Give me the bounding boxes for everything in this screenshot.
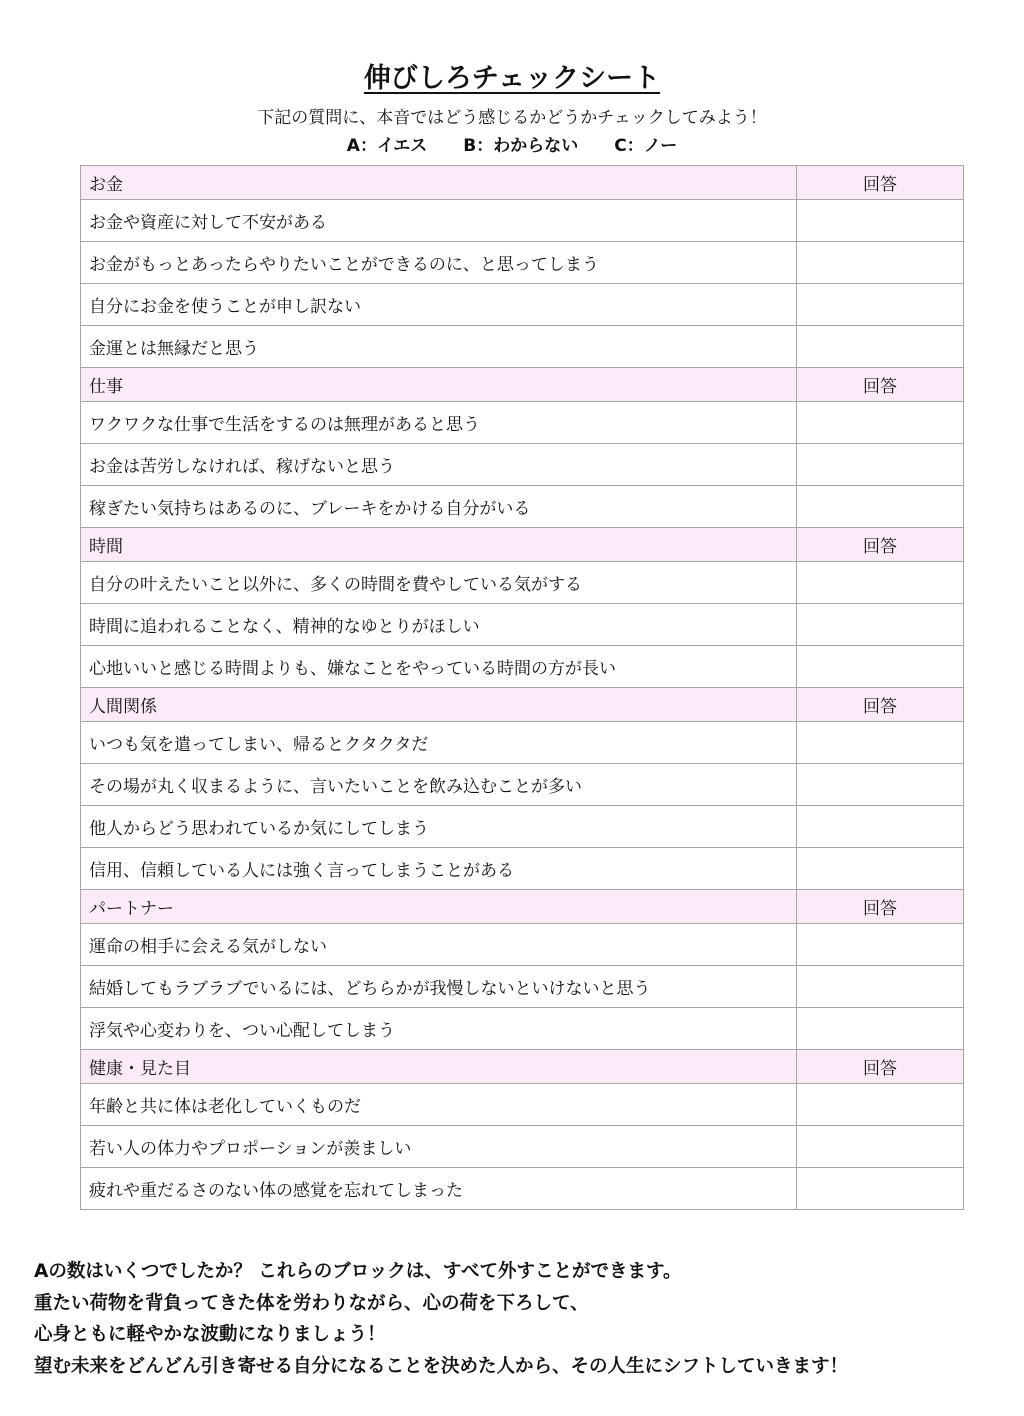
answer-column-header: 回答 [797,688,964,722]
question-text: 若い人の体力やプロポーションが羨ましい [81,1126,797,1168]
closing-message [34,1256,994,1382]
question-text: 浮気や心変わりを、つい心配してしまう [81,1008,797,1050]
question-text: 時間に追われることなく、精神的なゆとりがほしい [81,604,797,646]
question-text: 稼ぎたい気持ちはあるのに、ブレーキをかける自分がいる [81,486,797,528]
question-row [81,444,964,486]
question-text: 他人からどう思われているか気にしてしまう [81,806,797,848]
question-row [81,1008,964,1050]
question-text: お金や資産に対して不安がある [81,200,797,242]
question-row [81,646,964,688]
answer-cell[interactable] [797,924,964,966]
question-text: 自分の叶えたいこと以外に、多くの時間を費やしている気がする [81,562,797,604]
answer-cell[interactable] [797,848,964,890]
answer-cell[interactable] [797,242,964,284]
question-row [81,200,964,242]
answer-cell[interactable] [797,200,964,242]
section-header-row [81,166,964,200]
answer-cell[interactable] [797,764,964,806]
answer-column-header: 回答 [797,528,964,562]
answer-cell[interactable] [797,444,964,486]
answer-cell[interactable] [797,1084,964,1126]
answer-cell[interactable] [797,966,964,1008]
question-text: ワクワクな仕事で生活をするのは無理があると思う [81,402,797,444]
answer-cell[interactable] [797,806,964,848]
legend-b: B：わからない [463,136,579,156]
answer-cell[interactable] [797,1008,964,1050]
section-header-row [81,688,964,722]
question-text: お金がもっとあったらやりたいことができるのに、と思ってしまう [81,242,797,284]
closing-line: 重たい荷物を背負ってきた体を労わりながら、心の荷を下ろして、 [34,1292,589,1314]
question-row [81,1168,964,1210]
section-title: 人間関係 [81,688,797,722]
section-title: 時間 [81,528,797,562]
question-row [81,402,964,444]
question-row [81,326,964,368]
closing-line: Aの数はいくつでしたか？ これらのブロックは、すべて外すことができます。 [34,1261,682,1282]
question-row [81,242,964,284]
question-text: 運命の相手に会える気がしない [81,924,797,966]
answer-cell[interactable] [797,646,964,688]
section-title: 健康・見た目 [81,1050,797,1084]
question-text: その場が丸く収まるように、言いたいことを飲み込むことが多い [81,764,797,806]
question-text: 金運とは無縁だと思う [81,326,797,368]
section-title: お金 [81,166,797,200]
section-header-row [81,1050,964,1084]
answer-cell[interactable] [797,1168,964,1210]
question-text: 信用、信頼している人には強く言ってしまうことがある [81,848,797,890]
question-row [81,1126,964,1168]
question-row [81,722,964,764]
question-row [81,284,964,326]
answer-cell[interactable] [797,562,964,604]
question-row [81,562,964,604]
answer-legend [0,131,1024,156]
answer-column-header: 回答 [797,1050,964,1084]
section-header-row [81,528,964,562]
question-row [81,764,964,806]
page-title: 伸びしろチェックシート [363,63,661,94]
question-text: いつも気を遣ってしまい、帰るとクタクタだ [81,722,797,764]
answer-column-header: 回答 [797,890,964,924]
instructions: 下記の質問に、本音ではどう感じるかどうかチェックしてみよう！ [257,108,767,128]
legend-c: C：ノー [614,136,678,156]
closing-line: 望む未来をどんどん引き寄せる自分になることを決めた人から、その人生にシフトしていきます！ [34,1355,849,1377]
section-title: パートナー [81,890,797,924]
legend-a: A：イエス [346,136,428,156]
answer-column-header: 回答 [797,368,964,402]
answer-cell[interactable] [797,722,964,764]
question-text: お金は苦労しなければ、稼げないと思う [81,444,797,486]
question-text: 結婚してもラブラブでいるには、どちらかが我慢しないといけないと思う [81,966,797,1008]
section-header-row [81,368,964,402]
question-row [81,966,964,1008]
question-text: 年齢と共に体は老化していくものだ [81,1084,797,1126]
section-title: 仕事 [81,368,797,402]
answer-cell[interactable] [797,326,964,368]
closing-line: 心身ともに軽やかな波動になりましょう！ [34,1324,386,1345]
question-text: 自分にお金を使うことが申し訳ない [81,284,797,326]
question-text: 心地いいと感じる時間よりも、嫌なことをやっている時間の方が長い [81,646,797,688]
answer-cell[interactable] [797,486,964,528]
question-row [81,806,964,848]
section-header-row [81,890,964,924]
question-row [81,924,964,966]
answer-column-header: 回答 [797,166,964,200]
answer-cell[interactable] [797,402,964,444]
answer-cell[interactable] [797,284,964,326]
checklist-table [80,165,964,1210]
answer-cell[interactable] [797,1126,964,1168]
question-row [81,486,964,528]
answer-cell[interactable] [797,604,964,646]
question-row [81,848,964,890]
question-row [81,604,964,646]
question-text: 疲れや重だるさのない体の感覚を忘れてしまった [81,1168,797,1210]
question-row [81,1084,964,1126]
